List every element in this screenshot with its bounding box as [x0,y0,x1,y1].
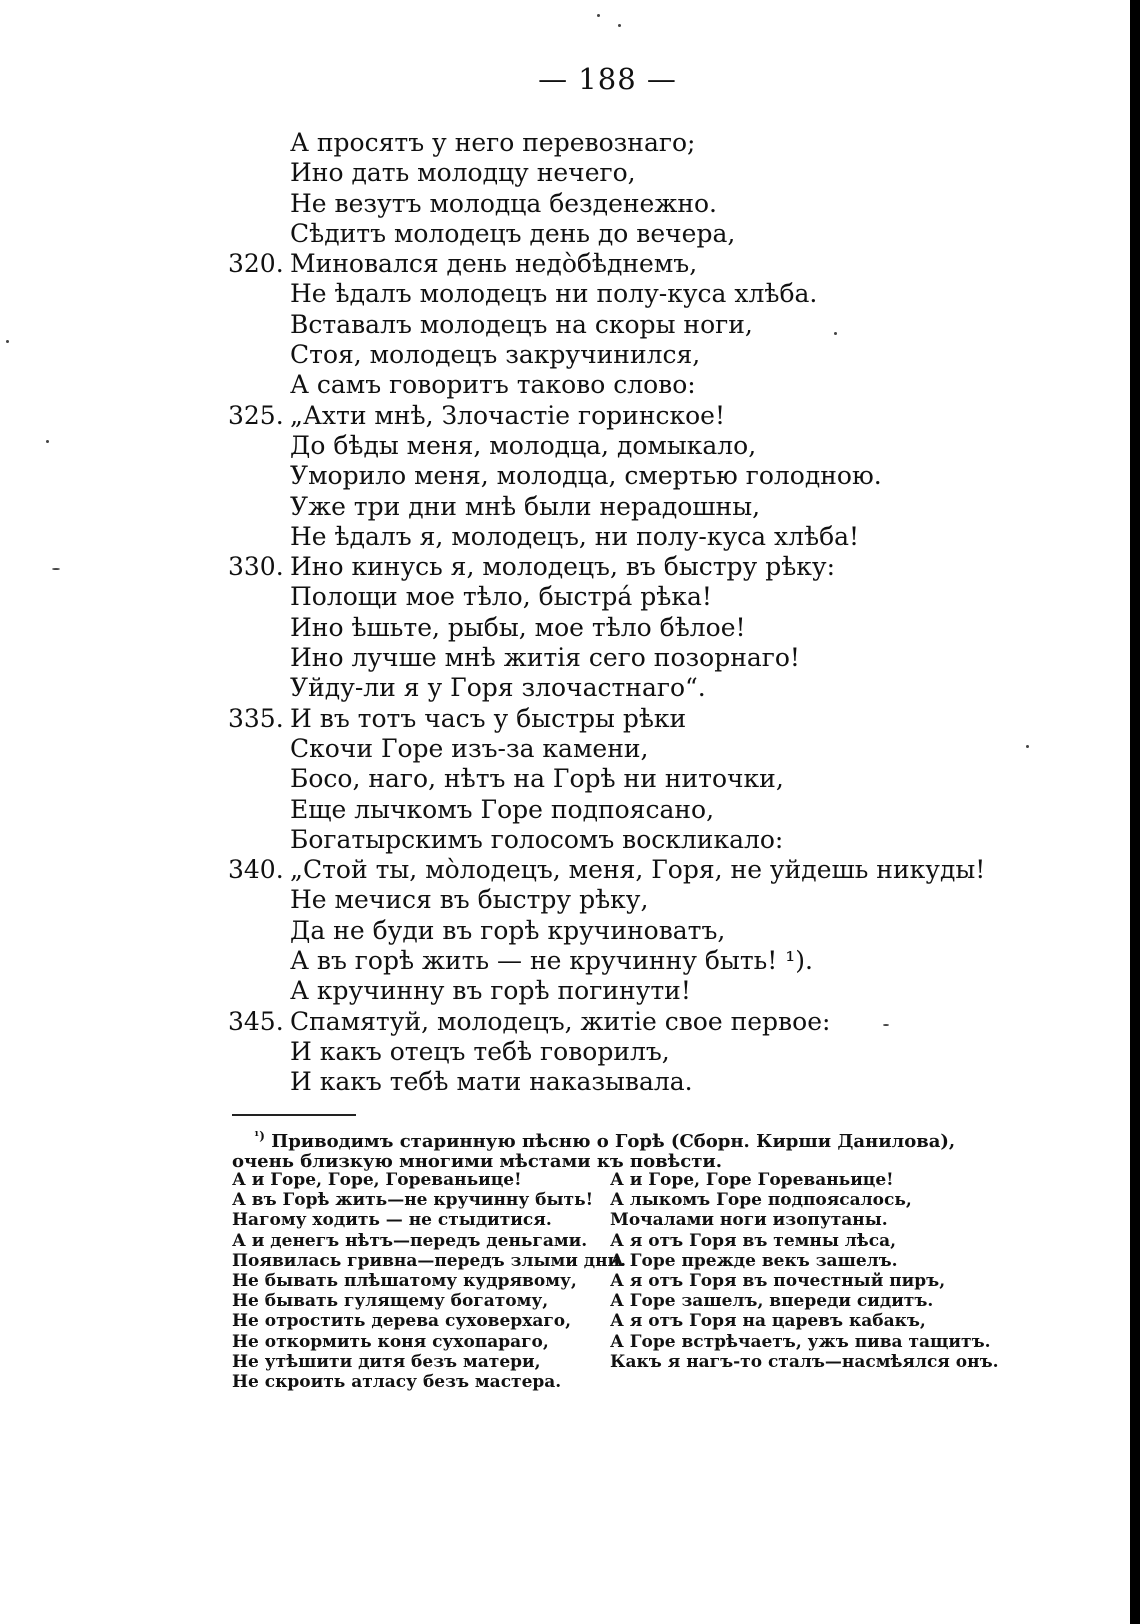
footnote-verse-line: Не отростить дерева суховерхаго, [232,1311,572,1332]
verse-text: И въ тотъ часъ у быстры рѣки [290,703,687,733]
verse-text: А въ горѣ жить — не кручинну быть! ¹). [290,946,813,976]
verse-line [228,219,985,249]
verse-text: Ино кинусь я, молодецъ, въ быстру рѣку: [290,552,836,582]
footnote-verse-line: Нагому ходить — не стыдитися. [232,1210,552,1231]
footnote-verse-line: А Горе встрѣчаетъ, ужъ пива тащитъ. [610,1331,991,1352]
footnote-verse-line: А я отъ Горя въ почестный пиръ, [610,1270,946,1291]
verse-line [228,1067,985,1097]
footnote-verse-line: Мочалами ноги изопутаны. [610,1210,888,1231]
footnote-verse-line: А и Горе, Горе Гореваньице! [610,1170,894,1190]
verse-text: Скочи Горе изъ-за камени, [290,733,649,763]
verse-text: И какъ отецъ тебѣ говорилъ, [290,1036,670,1066]
footnote-verse-line: Не утѣшити дитя безъ матери, [232,1351,541,1372]
footnote-verse-line: А Горе зашелъ, впереди сидитъ. [610,1291,934,1312]
verse-text: Уже три дни мнѣ были нерадошны, [290,491,761,521]
verse-line [228,704,985,734]
footnote-verse-line: Появилась гривна—передъ злыми дни. [232,1250,627,1271]
footnote-verse-line: Не откормить коня сухопараго, [232,1331,549,1352]
verse-text: А просятъ у него перевознаго; [290,128,696,157]
footnote-marker: ¹) [254,1129,265,1143]
verse-line [228,976,985,1006]
verse-text: Босо, наго, нѣтъ на Горѣ ни ниточки, [290,764,784,794]
footnote-intro-line-2: очень близкую многими мѣстами къ повѣсти. [232,1151,722,1172]
verse-line [228,613,985,643]
page-edge-shadow [1130,0,1140,1624]
verse-line [228,885,985,915]
scan-speck [1026,745,1029,748]
verse-text: Ино дать молодцу нечего, [290,158,636,188]
footnote-verse-line: Не скроить атласу безъ мастера. [232,1371,562,1392]
verse-text: Спамятуй, молодецъ, житіе свое первое: [290,1006,831,1036]
verse-text: Не везутъ молодца безденежно. [290,188,717,218]
verse-line [228,492,985,522]
verse-line [228,279,985,309]
verse-line [228,1007,985,1037]
footnote-intro [232,1126,992,1172]
verse-line [228,461,985,491]
verse-line [228,673,985,703]
footnote-verse-line: А и Горе, Горе, Гореваньице! [232,1170,522,1190]
verse-text: Не ѣдалъ я, молодецъ, ни полу-куса хлѣба! [290,521,860,551]
verse-line [228,370,985,400]
verse-text: Сѣдитъ молодецъ день до вечера, [290,218,736,248]
verse-line [228,158,985,188]
scan-speck [6,340,9,343]
verse-line [228,764,985,794]
verse-line [228,401,985,431]
verse-text: Не ѣдалъ молодецъ ни полу-куса хлѣба. [290,279,818,309]
footnote-verse-line: А я отъ Горя на царевъ кабакъ, [610,1311,926,1332]
verse-line [228,916,985,946]
verse-text: Богатырскимъ голосомъ воскликало: [290,824,784,854]
scan-speck [597,14,600,17]
verse-number: 335. [228,703,284,733]
page-number: — 188 — [538,62,677,96]
verse-text: А самъ говоритъ таково слово: [290,370,696,400]
footnote-verse-line: Не бывать гулящему богатому, [232,1291,549,1312]
verse-text: Вставалъ молодецъ на скоры ноги, [290,309,753,339]
verse-text: И какъ тебѣ мати наказывала. [290,1067,693,1097]
scan-speck [834,332,837,335]
verse-number: 330. [228,552,284,582]
footnote-intro-text-1: Приводимъ старинную пѣсню о Горѣ (Сборн. Кирши Данилова), [271,1131,956,1152]
verse-text: Да не буди въ горѣ кручиноватъ, [290,915,726,945]
verse-number: 340. [228,855,284,885]
footnote-verse-line: А и денегъ нѣтъ—передъ деньгами. [232,1230,588,1251]
verse-line [228,855,985,885]
verse-line [228,1037,985,1067]
scan-speck [52,568,60,570]
verse-text: А кручинну въ горѣ погинути! [290,976,691,1006]
verse-text: Стоя, молодецъ закручинился, [290,340,701,370]
footnote-right-column [610,1170,999,1372]
footnote-verse-line: Какъ я нагъ-то сталъ—насмѣялся онъ. [610,1351,999,1372]
footnote-verse-line: А я отъ Горя въ темны лѣса, [610,1230,897,1251]
poem-body [228,128,985,1098]
verse-text: Ино лучше мнѣ житія сего позорнаго! [290,643,800,673]
verse-text: Не мечися въ быстру рѣку, [290,885,649,915]
verse-line [228,734,985,764]
verse-line [228,795,985,825]
footnote-left-column [232,1170,626,1392]
verse-number: 325. [228,400,284,430]
verse-line [228,431,985,461]
verse-text: До бѣды меня, молодца, домыкало, [290,430,757,460]
verse-line [228,825,985,855]
verse-number: 320. [228,249,284,279]
footnote-intro-line-1 [232,1126,992,1152]
scan-speck [46,440,49,443]
verse-text: „Стой ты, мо̀лодецъ, меня, Горя, не уйдешь никуды! [290,855,986,885]
footnote-verse-line: А лыкомъ Горе подпоясалось, [610,1190,912,1211]
footnote-verse-line: А Горе прежде векъ зашелъ. [610,1250,898,1271]
verse-text: „Ахти мнѣ, Злочастіе горинское! [290,400,726,430]
footnote-separator [232,1114,356,1116]
verse-line [228,128,985,158]
verse-text: Уйду-ли я у Горя злочастнаго“. [290,673,706,703]
verse-text: Полощи мое тѣло, быстра́ рѣка! [290,582,712,612]
footnote-verse-line: Не бывать плѣшатому кудрявому, [232,1270,577,1291]
verse-number: 345. [228,1006,284,1036]
scan-speck [618,24,621,27]
verse-text: Ино ѣшьте, рыбы, мое тѣло бѣлое! [290,612,746,642]
verse-text: Миновался день недо̀бѣднемъ, [290,249,698,279]
verse-line [228,249,985,279]
verse-line [228,552,985,582]
verse-line [228,310,985,340]
verse-text: Уморило меня, молодца, смертью голодною. [290,461,882,491]
verse-line [228,643,985,673]
footnote-verse-line: А въ Горѣ жить—не кручинну быть! [232,1190,594,1211]
verse-line [228,340,985,370]
verse-text: Еще лычкомъ Горе подпоясано, [290,794,715,824]
verse-line [228,522,985,552]
verse-line [228,189,985,219]
scan-speck [883,1024,889,1026]
verse-line [228,582,985,612]
verse-line [228,946,985,976]
